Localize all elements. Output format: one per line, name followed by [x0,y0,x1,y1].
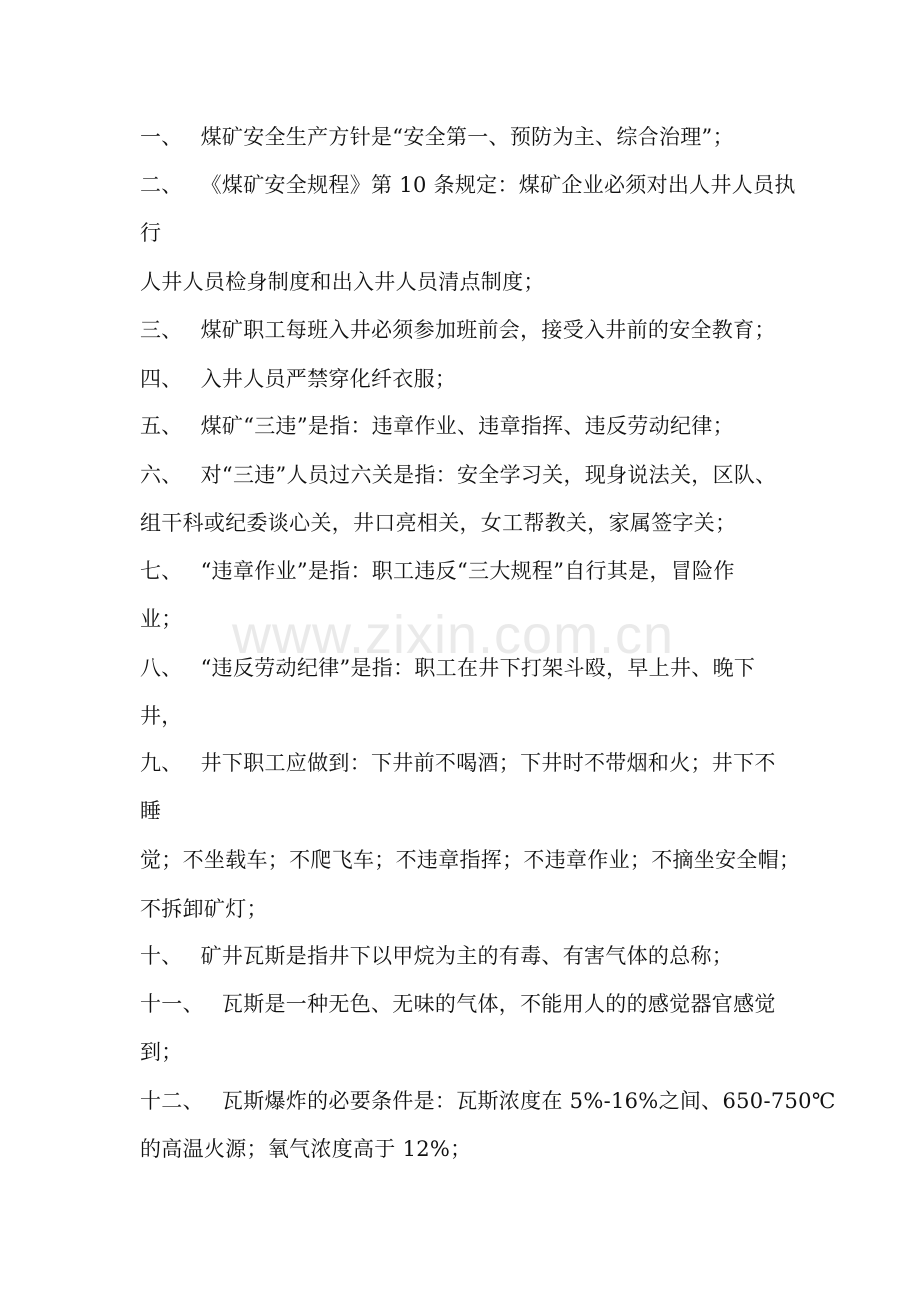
line-15 [140,798,161,824]
line-text: 组干科或纪委谈心关，井口亮相关，女工帮教关，家属签字关； [140,511,737,535]
line-text: 行 [140,221,162,245]
line-9 [140,510,736,536]
line-14 [140,750,776,776]
item-number: 一、 [140,125,183,149]
line-text: 对“三违”人员过六关是指：安全学习关，现身说法关，区队、 [200,463,777,487]
item-number: 十、 [140,944,183,968]
line-19 [140,991,776,1017]
line-21 [140,1088,836,1114]
line-11 [140,606,183,632]
line-text: 到； [140,1040,183,1064]
line-text: 矿井瓦斯是指井下以甲烷为主的有毒、有害气体的总称； [200,944,734,968]
line-text: “违章作业”是指：职工违反“三大规程”自行其是，冒险作 [200,559,735,583]
line-text: 煤矿“三违”是指：违章作业、违章指挥、违反劳动纪律； [200,414,734,438]
line-text: 人井人员检身制度和出入井人员清点制度； [140,270,545,294]
line-16 [140,847,800,873]
item-number: 六、 [140,463,183,487]
line-text: “违反劳动纪律”是指：职工在井下打架斗殴，早上井、晚下 [200,656,756,680]
line-text: 的高温火源；氧气浓度高于 12%； [140,1137,472,1161]
item-number: 九、 [140,751,183,775]
line-17 [140,896,268,922]
line-7 [140,413,734,439]
line-text: 觉；不坐载车；不爬飞车；不违章指挥；不违章作业；不摘坐安全帽； [140,848,801,872]
item-number: 四、 [140,367,183,391]
item-number: 三、 [140,318,183,342]
line-4 [140,269,545,295]
line-text: 煤矿职工每班入井必须参加班前会，接受入井前的安全教育； [200,318,776,342]
line-text: 《煤矿安全规程》第 10 条规定：煤矿企业必须对出人井人员执 [200,173,796,197]
line-text: 睡 [140,799,162,823]
item-number: 十二、 [140,1089,204,1113]
line-text: 瓦斯爆炸的必要条件是：瓦斯浓度在 5%-16%之间、650-750℃ [221,1089,836,1113]
line-13 [140,703,183,729]
line-3 [140,220,161,246]
line-2 [140,172,796,198]
item-number: 十一、 [140,992,204,1016]
line-text: 业； [140,607,183,631]
watermark: www.zixin.com.cn [232,605,675,665]
line-18 [140,943,733,969]
line-10 [140,558,735,584]
line-text: 井下职工应做到：下井前不喝酒；下井时不带烟和火；井下不 [200,751,776,775]
line-1 [140,124,734,150]
line-20 [140,1039,183,1065]
item-number: 五、 [140,414,183,438]
line-text: 瓦斯是一种无色、无味的气体，不能用人的的感觉器官感觉 [221,992,776,1016]
line-6 [140,366,456,392]
line-text: 井， [140,704,183,728]
line-8 [140,462,776,488]
item-number: 八、 [140,656,183,680]
line-text: 不拆卸矿灯； [140,897,268,921]
item-number: 二、 [140,173,183,197]
line-5 [140,317,776,343]
line-text: 入井人员严禁穿化纤衣服； [200,367,457,391]
line-text: 煤矿安全生产方针是“安全第一、预防为主、综合治理”； [200,125,734,149]
line-22 [140,1136,471,1162]
item-number: 七、 [140,559,183,583]
